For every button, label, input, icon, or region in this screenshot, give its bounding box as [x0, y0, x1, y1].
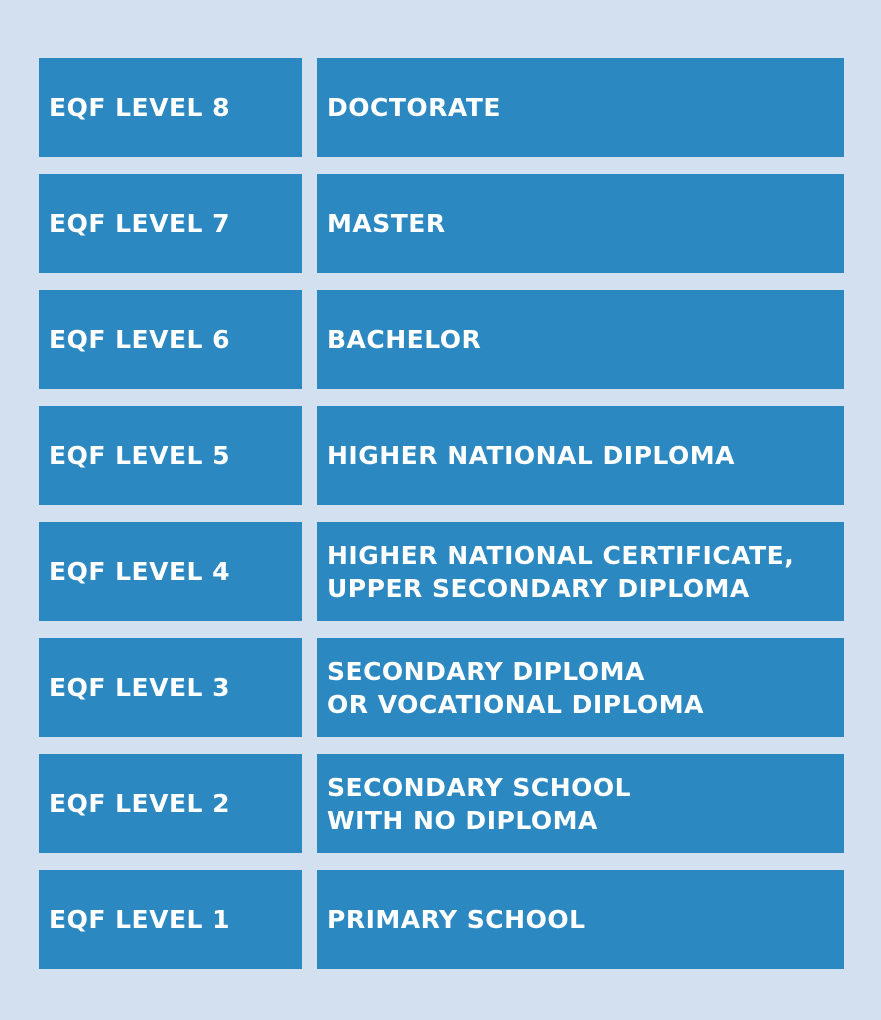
eqf-row-5 [39, 406, 844, 505]
eqf-row-7 [39, 174, 844, 273]
qualification-label: HIGHER NATIONAL CERTIFICATE, UPPER SECONDARY DIPLOMA [317, 522, 844, 621]
eqf-level-label: EQF LEVEL 7 [39, 174, 302, 273]
eqf-level-label: EQF LEVEL 5 [39, 406, 302, 505]
qualification-label: PRIMARY SCHOOL [317, 870, 844, 969]
eqf-row-6 [39, 290, 844, 389]
qualification-label: SECONDARY DIPLOMA OR VOCATIONAL DIPLOMA [317, 638, 844, 737]
qualification-label: HIGHER NATIONAL DIPLOMA [317, 406, 844, 505]
eqf-row-3 [39, 638, 844, 737]
eqf-row-1 [39, 870, 844, 969]
eqf-row-8 [39, 58, 844, 157]
qualification-label: SECONDARY SCHOOL WITH NO DIPLOMA [317, 754, 844, 853]
eqf-level-label: EQF LEVEL 4 [39, 522, 302, 621]
qualification-label: BACHELOR [317, 290, 844, 389]
eqf-level-label: EQF LEVEL 8 [39, 58, 302, 157]
eqf-level-label: EQF LEVEL 2 [39, 754, 302, 853]
eqf-row-2 [39, 754, 844, 853]
eqf-level-label: EQF LEVEL 6 [39, 290, 302, 389]
eqf-level-label: EQF LEVEL 3 [39, 638, 302, 737]
eqf-row-4 [39, 522, 844, 621]
eqf-levels-list [39, 58, 844, 969]
qualification-label: MASTER [317, 174, 844, 273]
qualification-label: DOCTORATE [317, 58, 844, 157]
eqf-level-label: EQF LEVEL 1 [39, 870, 302, 969]
